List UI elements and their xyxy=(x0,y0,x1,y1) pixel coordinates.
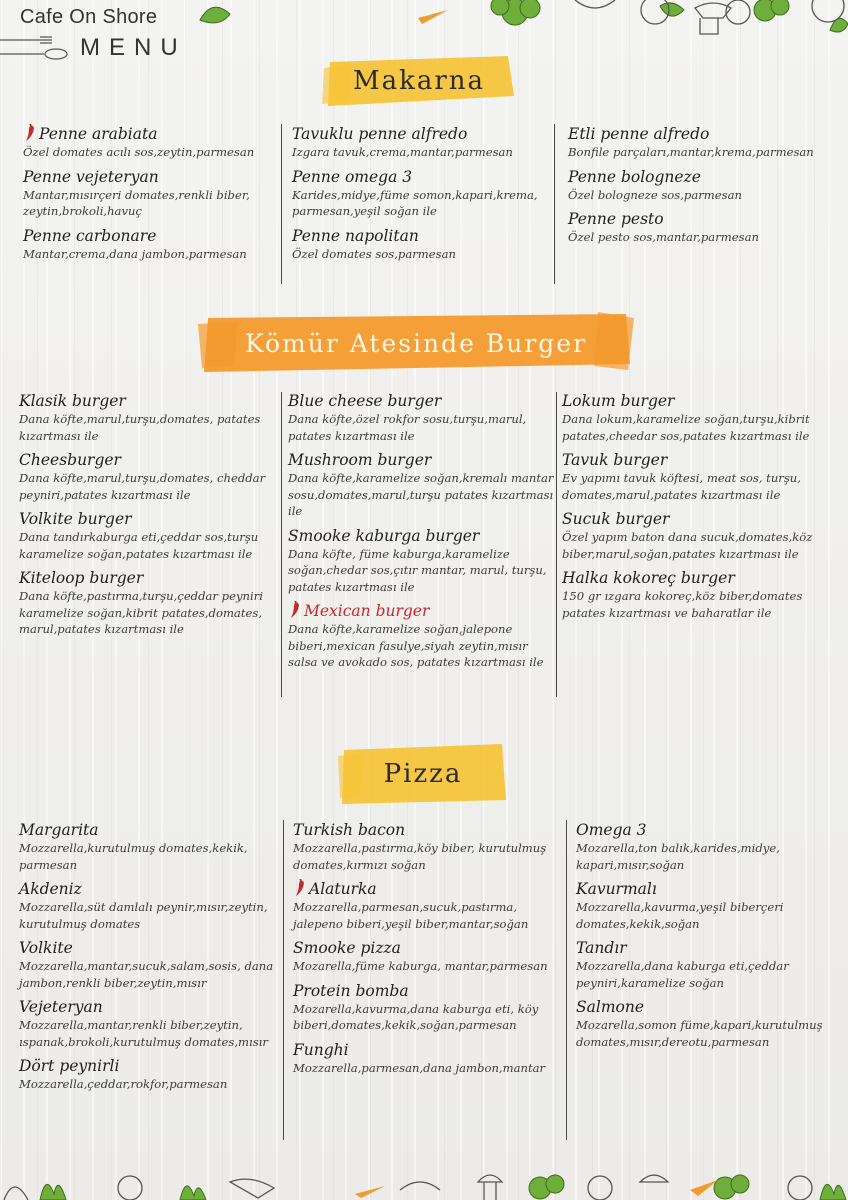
item-name: Penne vejeteryan xyxy=(23,167,159,186)
burger-col-2 xyxy=(288,391,556,677)
cafe-name: Cafe On Shore xyxy=(20,6,158,28)
column-divider xyxy=(566,820,567,1140)
item-desc: Mozzarella,pastırma,köy biber, kurutulmuş domates,kırmızı soğan xyxy=(293,841,547,872)
item-desc: Özel pesto sos,mantar,parmesan xyxy=(568,230,759,244)
item-desc: Dana tandırkaburga eti,çeddar sos,turşu karamelize soğan,patates kızartması ile xyxy=(19,530,259,561)
item-name: Lokum burger xyxy=(562,392,675,410)
item-name: Turkish bacon xyxy=(293,821,406,839)
menu-item xyxy=(19,450,281,503)
makarna-col-1 xyxy=(23,124,278,268)
item-desc: Özel bologneze sos,parmesan xyxy=(568,187,742,202)
menu-item xyxy=(568,209,838,246)
menu-item xyxy=(288,601,556,671)
item-desc: Mozzarella,süt damlalı peynir,mısır,zeytin, kurutulmuş domates xyxy=(19,900,268,931)
menu-item xyxy=(292,226,547,263)
menu-item xyxy=(293,879,561,932)
menu-item xyxy=(19,938,287,991)
item-desc: Mozzarella,mantar,renkli biber,zeytin, ıspanak,brokoli,kurutulmuş domates,mısır xyxy=(19,1018,268,1049)
item-name: Mexican burger xyxy=(304,602,430,620)
brand xyxy=(20,6,187,61)
menu-item xyxy=(293,1040,561,1077)
item-desc: Özel yapım baton dana sucuk,domates,köz biber,marul,soğan,patates kızartması ile xyxy=(562,530,813,561)
menu-title: MENU xyxy=(80,34,187,61)
cutlery-icon xyxy=(0,34,72,66)
menu-item xyxy=(19,1056,287,1093)
item-desc: Mozzarella,kurutulmuş domates,kekik, parmesan xyxy=(19,841,248,872)
makarna-title: Makarna xyxy=(352,66,486,96)
menu-item xyxy=(288,526,556,596)
item-desc: Dana lokum,karamelize soğan,turşu,kibrit patates,cheedar sos,patates kızartması ile xyxy=(562,412,810,443)
menu-item xyxy=(19,879,287,932)
item-name: Volkite burger xyxy=(19,510,132,528)
item-name: Tavuklu penne alfredo xyxy=(292,125,468,143)
menu-item xyxy=(23,124,278,161)
item-name: Penne pesto xyxy=(568,210,664,228)
item-name: Omega 3 xyxy=(576,821,647,839)
item-name: Funghi xyxy=(293,1040,349,1059)
item-desc: Mozzarella,parmesan,sucuk,pastırma, jalepeno biberi,yeşil biber,mantar,soğan xyxy=(293,900,529,931)
menu-item xyxy=(19,568,281,638)
menu-item xyxy=(19,997,287,1050)
item-desc: Dana köfte,pastırma,turşu,çeddar peyniri karamelize soğan,kibrit patates,domates, marul,patates kızartması ile xyxy=(19,589,263,636)
menu-item xyxy=(19,820,287,873)
item-name: Protein bomba xyxy=(293,981,409,1000)
item-desc: Mantar,crema,dana jambon,parmesan xyxy=(23,246,247,261)
burger-col-1 xyxy=(19,391,281,644)
item-desc: Mozzarella,parmesan,dana jambon,mantar xyxy=(293,1060,546,1075)
column-divider xyxy=(281,392,282,697)
item-name: Blue cheese burger xyxy=(288,392,442,410)
item-name: Sucuk burger xyxy=(562,510,670,528)
item-name: Penne napolitan xyxy=(292,226,419,245)
item-name: Mushroom burger xyxy=(288,451,432,469)
item-desc: Mozarella,ton balık,karides,midye, kapari,mısır,soğan xyxy=(576,841,780,872)
column-divider xyxy=(281,124,282,284)
menu-item xyxy=(293,981,561,1034)
chili-pepper-icon xyxy=(23,124,37,142)
item-name: Tandır xyxy=(576,939,627,957)
item-desc: Mozzarella,dana kaburga eti,çeddar peyniri,karamelize soğan xyxy=(576,959,789,990)
item-desc: Ev yapımı tavuk köftesi, meat sos, turşu, domates,marul,patates kızartması ile xyxy=(562,471,801,502)
item-desc: Mozzarella,mantar,sucuk,salam,sosis, dana jambon,renkli biber,zeytin,mısır xyxy=(19,959,274,990)
item-name: Kiteloop burger xyxy=(19,569,144,587)
item-name: Cheesburger xyxy=(19,451,121,469)
item-desc: Dana köfte,karamelize soğan,kremalı mantar sosu,domates,marul,turşu patates kızartması ile xyxy=(288,471,554,518)
makarna-col-3 xyxy=(568,124,838,252)
menu-item xyxy=(562,509,840,562)
menu-item xyxy=(19,509,281,562)
section-title-makarna xyxy=(322,52,516,110)
menu-item xyxy=(292,167,547,220)
item-desc: Dana köfte, füme kaburga,karamelize soğan,chedar sos,çıtır mantar, marul, turşu, patates kızartması ile xyxy=(288,546,547,594)
menu-item xyxy=(562,568,840,621)
item-desc: 150 gr ızgara kokoreç,köz biber,domates patates kızartması ve baharatlar ile xyxy=(562,589,803,620)
chili-pepper-icon xyxy=(293,879,307,897)
item-name: Margarita xyxy=(19,821,99,839)
item-name: Smooke pizza xyxy=(293,939,401,957)
chili-pepper-icon xyxy=(288,601,302,619)
item-name: Volkite xyxy=(19,939,73,957)
item-desc: Mantar,mısırçeri domates,renkli biber, zeytin,brokoli,havuç xyxy=(23,187,250,218)
menu-item xyxy=(292,124,547,161)
item-name: Etli penne alfredo xyxy=(568,125,710,143)
item-desc: Dana köfte,marul,turşu,domates, patates kızartması ile xyxy=(19,412,261,443)
menu-item xyxy=(562,391,840,444)
item-desc: Dana köfte,özel rokfor sosu,turşu,marul, patates kızartması ile xyxy=(288,412,527,443)
menu-item xyxy=(288,450,556,520)
burger-col-3 xyxy=(562,391,840,627)
menu-item xyxy=(576,820,842,873)
item-desc: Özel domates sos,parmesan xyxy=(292,246,456,261)
section-title-burger xyxy=(198,310,634,376)
menu-item xyxy=(576,997,842,1050)
pizza-title: Pizza xyxy=(383,759,463,789)
menu-item xyxy=(23,226,278,263)
item-desc: Dana köfte,marul,turşu,domates, cheddar peyniri,patates kızartması ile xyxy=(19,471,266,502)
item-name: Halka kokoreç burger xyxy=(562,569,735,587)
item-name: Salmone xyxy=(576,998,645,1016)
menu-item xyxy=(288,391,556,444)
item-name: Smooke kaburga burger xyxy=(288,526,480,545)
item-desc: Dana köfte,karamelize soğan,jalepone biberi,mexican fasulye,siyah zeytin,mısır salsa ve avokado sos, patates kızartması ile xyxy=(288,622,544,669)
burger-title: Kömür Atesinde Burger xyxy=(244,328,588,358)
item-name: Penne omega 3 xyxy=(292,167,413,186)
menu-item xyxy=(293,938,561,975)
pizza-col-3 xyxy=(576,820,842,1056)
item-name: Alaturka xyxy=(309,880,377,898)
menu-item xyxy=(562,450,840,503)
makarna-col-2 xyxy=(292,124,547,268)
column-divider xyxy=(556,392,557,697)
item-name: Vejeteryan xyxy=(19,998,103,1016)
pizza-col-2 xyxy=(293,820,561,1082)
column-divider xyxy=(554,124,555,284)
column-divider xyxy=(283,820,284,1140)
section-title-pizza xyxy=(338,742,508,806)
menu-item xyxy=(568,124,838,161)
item-desc: Mozarella,somon füme,kapari,kurutulmuş domates,mısır,dereotu,parmesan xyxy=(576,1018,823,1049)
item-name: Dört peynirli xyxy=(19,1057,120,1075)
menu-item xyxy=(23,167,278,220)
item-desc: Bonfile parçaları,mantar,krema,parmesan xyxy=(568,145,814,159)
item-name: Klasik burger xyxy=(19,392,126,410)
menu-item xyxy=(576,938,842,991)
item-desc: Mozzarella,çeddar,rokfor,parmesan xyxy=(19,1077,228,1091)
item-name: Tavuk burger xyxy=(562,451,668,469)
item-desc: Özel domates acılı sos,zeytin,parmesan xyxy=(23,145,255,159)
item-name: Akdeniz xyxy=(19,880,82,898)
menu-item xyxy=(293,820,561,873)
item-desc: Izgara tavuk,crema,mantar,parmesan xyxy=(292,145,513,159)
pizza-col-1 xyxy=(19,820,287,1099)
item-desc: Karides,midye,füme somon,kapari,krema, parmesan,yeşil soğan ile xyxy=(292,187,538,218)
item-desc: Mozarella,kavurma,dana kaburga eti, köy biberi,domates,kekik,soğan,parmesan xyxy=(293,1001,539,1032)
vegetable-decoration-top-icon xyxy=(190,0,848,48)
vegetable-decoration-bottom-icon xyxy=(0,1160,848,1200)
menu-item xyxy=(568,167,838,204)
menu-item xyxy=(19,391,281,444)
item-desc: Mozzarella,kavurma,yeşil biberçeri domates,kekik,soğan xyxy=(576,900,784,931)
item-name: Penne carbonare xyxy=(23,226,157,245)
item-name: Penne bologneze xyxy=(568,167,701,186)
item-name: Penne arabiata xyxy=(39,125,158,143)
item-name: Kavurmalı xyxy=(576,880,657,898)
menu-item xyxy=(576,879,842,932)
item-desc: Mozarella,füme kaburga, mantar,parmesan xyxy=(293,959,548,973)
